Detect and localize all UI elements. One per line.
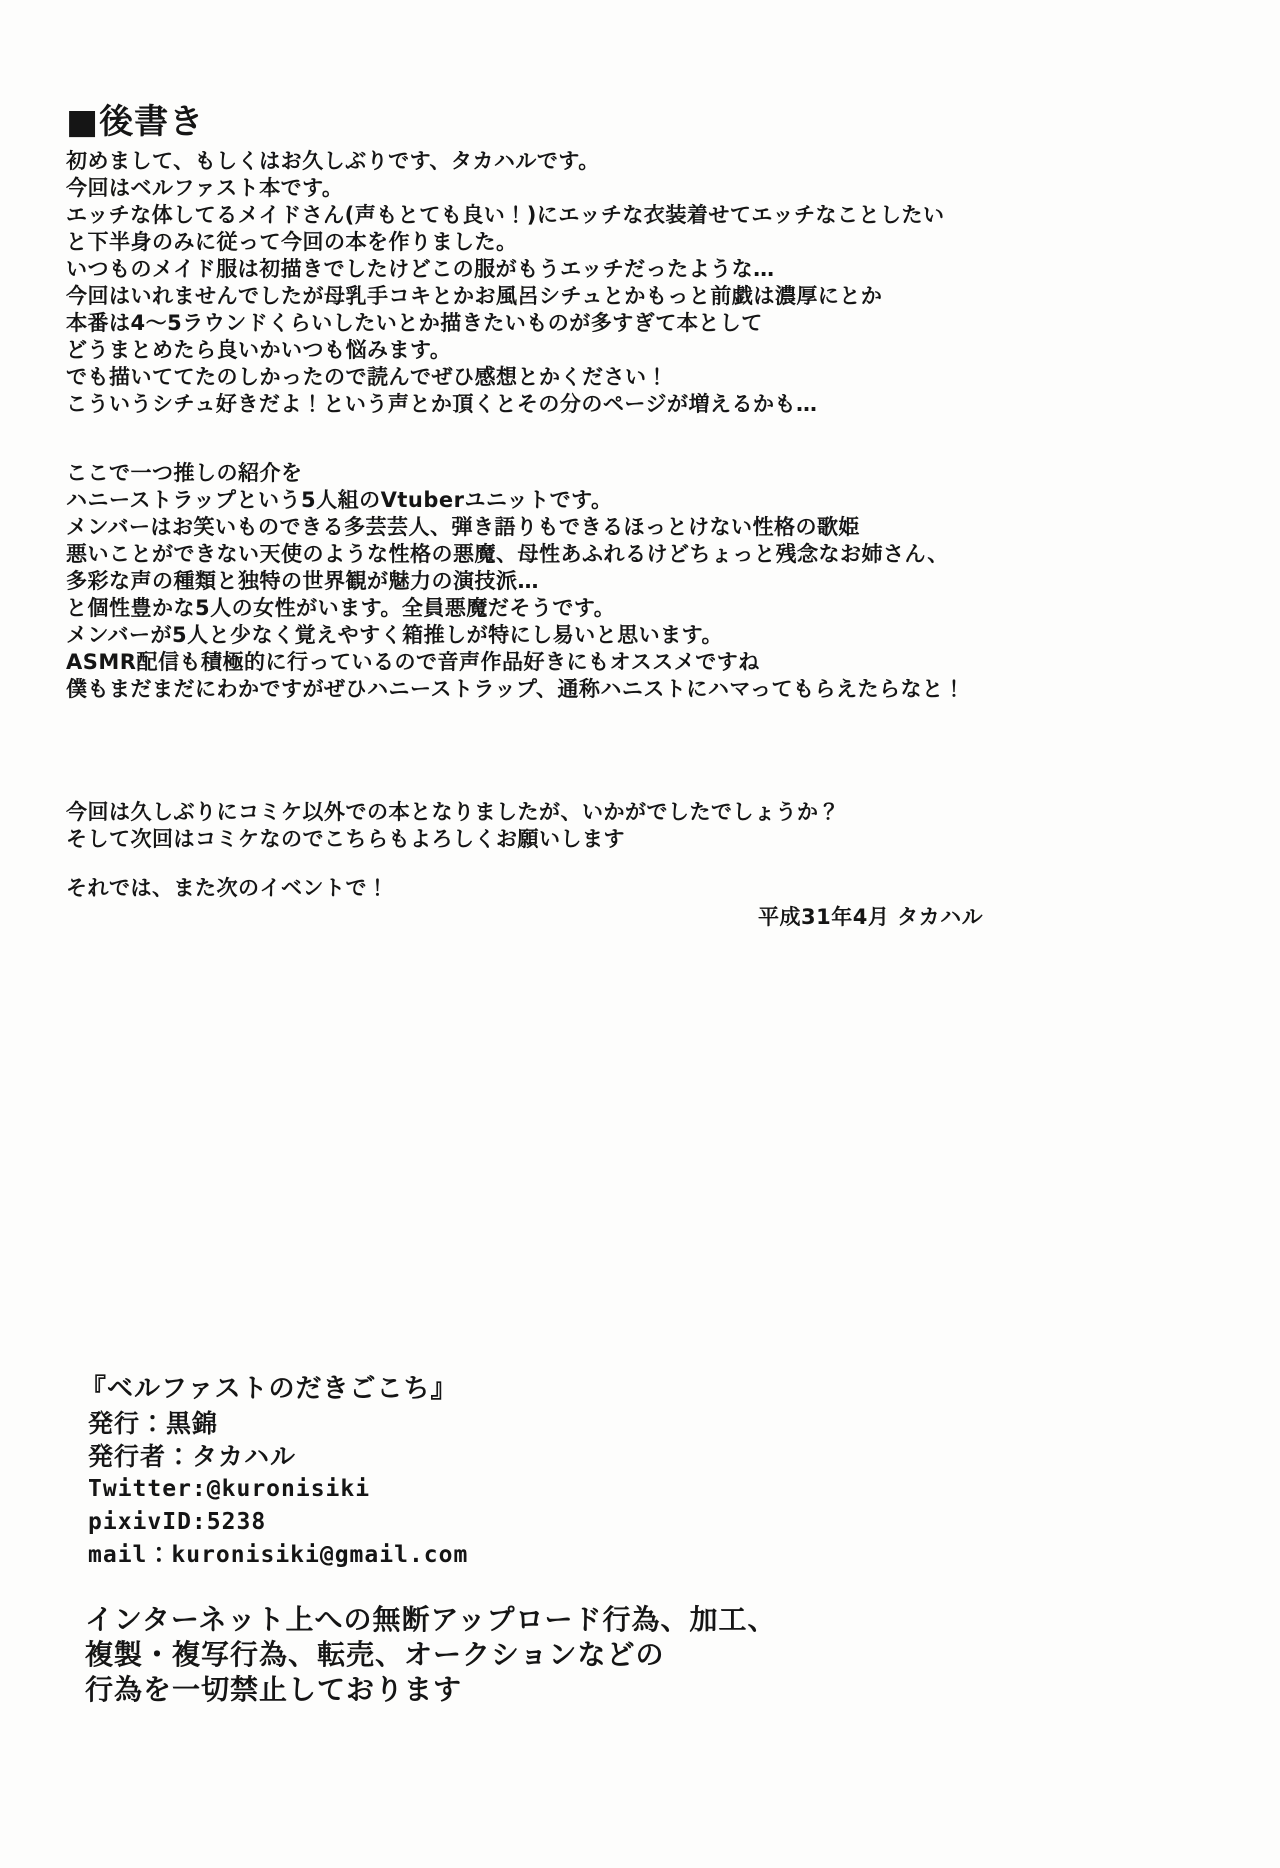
- text-line: でも描いててたのしかったので読んでぜひ感想とかください！: [66, 365, 668, 389]
- text-line: どうまとめたら良いかいつも悩みます。: [66, 338, 452, 362]
- text-line: 多彩な声の種類と独特の世界観が魅力の演技派…: [66, 569, 539, 593]
- text-line: そして次回はコミケなのでこちらもよろしくお願いします: [66, 827, 625, 851]
- text-line: 本番は4～5ラウンドくらいしたいとか描きたいものが多すぎて本として: [66, 311, 763, 335]
- warning-line: インターネット上への無断アップロード行為、加工、: [85, 1603, 777, 1636]
- text-line: メンバーが5人と少なく覚えやすく箱推しが特にし易いと思います。: [66, 623, 723, 647]
- text-line: 初めまして、もしくはお久しぶりです、タカハルです。: [66, 149, 600, 173]
- text-line: ここで一つ推しの紹介を: [66, 461, 303, 485]
- text-line: 今回はいれませんでしたが母乳手コキとかお風呂シチュとかもっと前戯は濃厚にとか: [66, 284, 883, 308]
- text-line: 今回はベルファスト本です。: [66, 176, 344, 200]
- copyright-warning-block: [66, 1602, 1242, 1707]
- farewell-line: それでは、また次のイベントで！: [66, 876, 389, 900]
- date-signature: 平成31年4月 タカハル: [758, 905, 984, 929]
- text-line: と下半身のみに従って今回の本を作りました。: [66, 230, 518, 254]
- colophon-author: 発行者：タカハル: [88, 1442, 297, 1471]
- text-line: こういうシチュ好きだよ！という声とか頂くとその分のページが増えるかも…: [66, 392, 818, 416]
- warning-line: 複製・複写行為、転売、オークションなどの: [85, 1638, 665, 1671]
- text-line: いつものメイド服は初描きでしたけどこの服がもうエッチだったような…: [66, 257, 775, 281]
- text-line: 今回は久しぶりにコミケ以外での本となりましたが、いかがでしたでしょうか？: [66, 800, 840, 824]
- colophon-book-title: 『ベルファストのだきごこち』: [80, 1374, 458, 1404]
- text-line: エッチな体してるメイドさん(声もとても良い！)にエッチな衣装着せてエッチなことしたい: [66, 203, 945, 227]
- text-line: 悪いことができない天使のような性格の悪魔、母性あふれるけどちょっと残念なお姉さん、: [66, 542, 949, 566]
- section-heading: ■後書き: [66, 102, 205, 142]
- text-line: ASMR配信も積極的に行っているので音声作品好きにもオススメですね: [66, 650, 760, 674]
- closing-paragraph: [66, 799, 1242, 853]
- text-line: 僕もまだまだにわかですがぜひハニーストラップ、通称ハニストにハマってもらえたらなと！: [66, 677, 966, 701]
- vtuber-recommendation-paragraph: [66, 460, 1242, 703]
- text-line: メンバーはお笑いものできる多芸芸人、弾き語りもできるほっとけない性格の歌姫: [66, 515, 861, 539]
- text-line: と個性豊かな5人の女性がいます。全員悪魔だそうです。: [66, 596, 616, 620]
- colophon-mail: mail：kuronisiki@gmail.com: [88, 1542, 469, 1568]
- colophon-block: [66, 1371, 1242, 1572]
- colophon-publisher: 発行：黒錦: [88, 1409, 219, 1438]
- text-line: ハニーストラップという5人組のVtuberユニットです。: [66, 488, 613, 512]
- colophon-twitter: Twitter:@kuronisiki: [88, 1476, 371, 1502]
- warning-line: 行為を一切禁止しております: [85, 1673, 463, 1706]
- colophon-pixiv-id: pixivID:5238: [88, 1509, 267, 1535]
- afterword-paragraph: [66, 148, 1242, 418]
